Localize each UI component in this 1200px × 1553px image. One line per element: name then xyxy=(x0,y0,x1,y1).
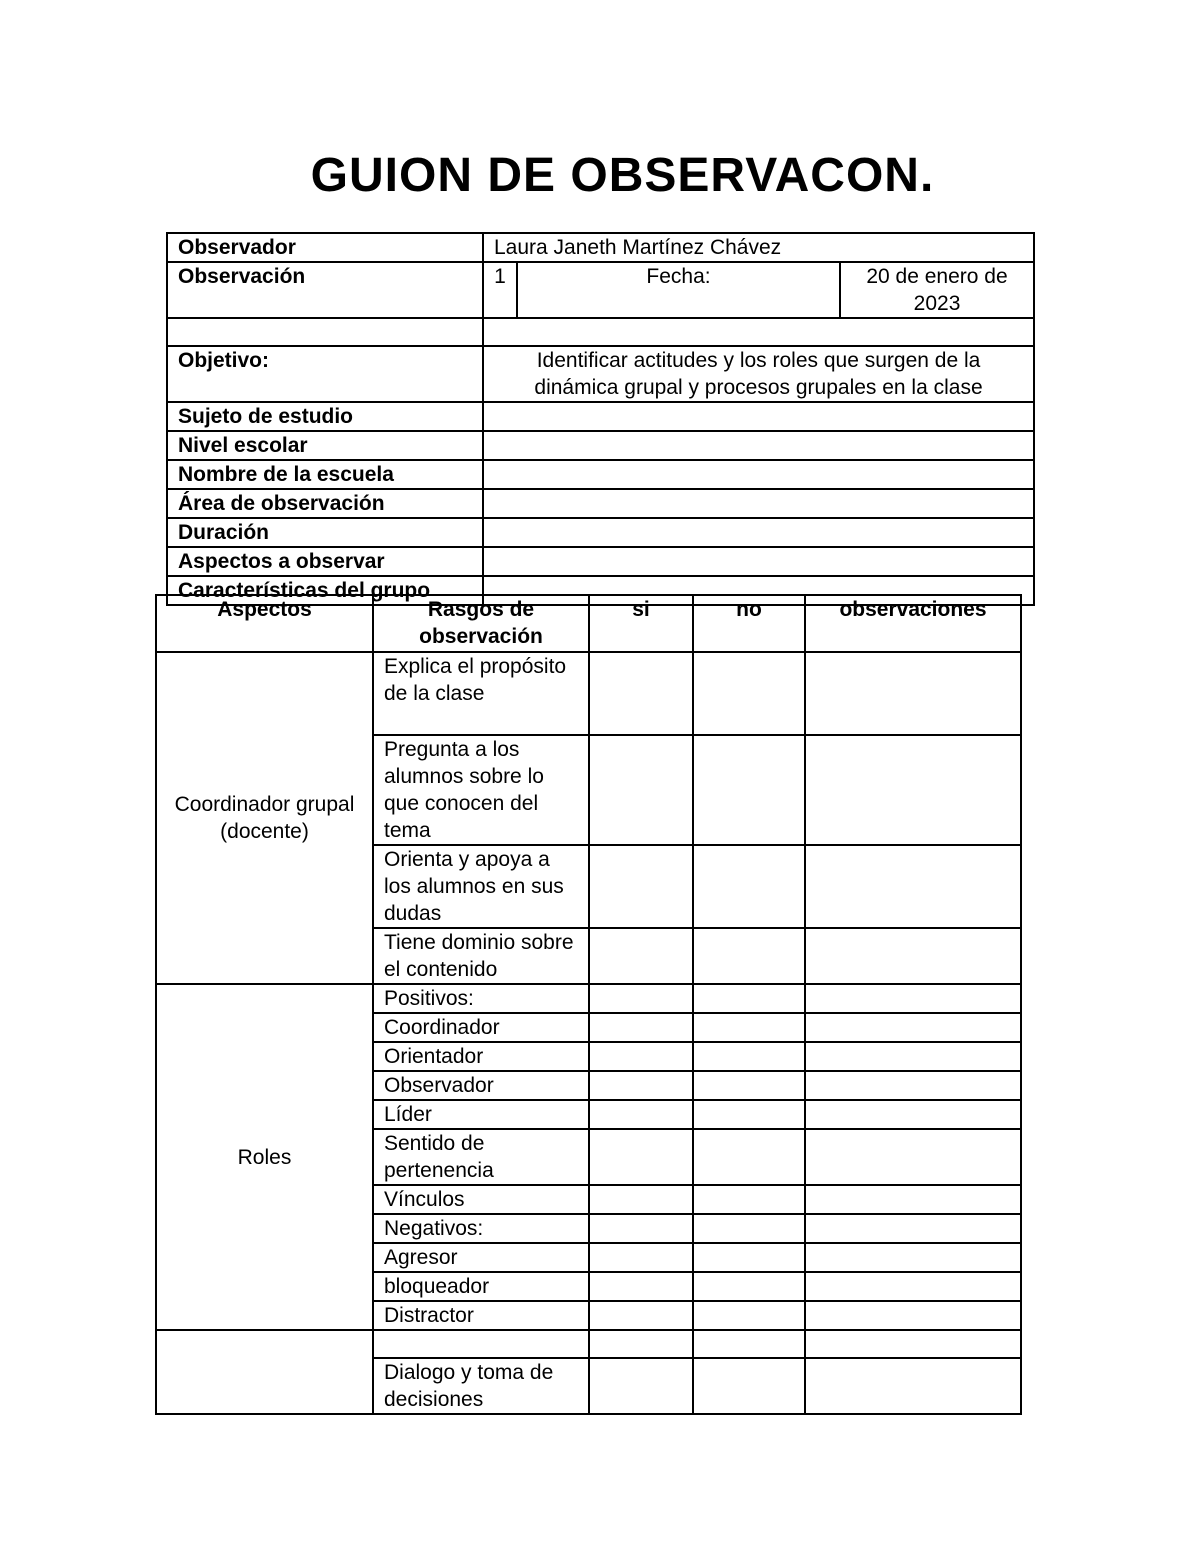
trait-cell: Líder xyxy=(373,1100,589,1129)
observaciones-cell xyxy=(805,1013,1021,1042)
no-cell xyxy=(693,928,805,984)
no-cell xyxy=(693,1071,805,1100)
observaciones-cell xyxy=(805,1129,1021,1185)
observaciones-cell xyxy=(805,735,1021,845)
info-row xyxy=(167,431,1034,460)
aspect-cell: Roles xyxy=(156,984,373,1330)
observaciones-cell xyxy=(805,984,1021,1013)
no-cell xyxy=(693,1100,805,1129)
si-cell xyxy=(589,1071,693,1100)
trait-cell: Dialogo y toma de decisiones xyxy=(373,1358,589,1414)
table-row xyxy=(156,984,1021,1013)
info-row xyxy=(167,518,1034,547)
si-cell xyxy=(589,1013,693,1042)
trait-cell: Observador xyxy=(373,1071,589,1100)
trait-cell: Positivos: xyxy=(373,984,589,1013)
observation-table xyxy=(155,594,1022,1415)
observaciones-cell xyxy=(805,1330,1021,1358)
header-row xyxy=(156,595,1021,652)
si-cell xyxy=(589,1042,693,1071)
aspect-cell: Coordinador grupal (docente) xyxy=(156,652,373,984)
si-cell xyxy=(589,1185,693,1214)
no-cell xyxy=(693,652,805,735)
escuela-label: Nombre de la escuela xyxy=(167,460,483,489)
sujeto-label: Sujeto de estudio xyxy=(167,402,483,431)
fecha-value: 20 de enero de 2023 xyxy=(840,262,1034,318)
observaciones-cell xyxy=(805,652,1021,735)
no-cell xyxy=(693,1301,805,1330)
no-cell xyxy=(693,1129,805,1185)
si-cell xyxy=(589,735,693,845)
trait-cell: Sentido de pertenencia xyxy=(373,1129,589,1185)
no-cell xyxy=(693,845,805,928)
si-cell xyxy=(589,1358,693,1414)
observaciones-cell xyxy=(805,1214,1021,1243)
info-row xyxy=(167,547,1034,576)
observaciones-cell xyxy=(805,1185,1021,1214)
info-row-observacion xyxy=(167,262,1034,318)
si-cell xyxy=(589,1272,693,1301)
trait-cell: Agresor xyxy=(373,1243,589,1272)
objetivo-value: Identificar actitudes y los roles que surgen de la dinámica grupal y procesos grupales en la clase xyxy=(483,346,1034,402)
observacion-label: Observación xyxy=(167,262,483,318)
aspect-cell xyxy=(156,1330,373,1414)
area-label: Área de observación xyxy=(167,489,483,518)
si-cell xyxy=(589,928,693,984)
aspectos-label: Aspectos a observar xyxy=(167,547,483,576)
info-row-objetivo xyxy=(167,346,1034,402)
trait-cell: Orienta y apoya a los alumnos en sus dudas xyxy=(373,845,589,928)
si-cell xyxy=(589,1100,693,1129)
nivel-label: Nivel escolar xyxy=(167,431,483,460)
trait-cell xyxy=(373,1330,589,1358)
no-cell xyxy=(693,1272,805,1301)
empty-cell xyxy=(483,318,1034,346)
observador-label: Observador xyxy=(167,233,483,262)
escuela-value xyxy=(483,460,1034,489)
header-no: no xyxy=(693,595,805,652)
header-si: si xyxy=(589,595,693,652)
page-title: GUION DE OBSERVACON. xyxy=(310,149,935,202)
no-cell xyxy=(693,1330,805,1358)
header-rasgos: Rasgos de observación xyxy=(373,595,589,652)
sujeto-value xyxy=(483,402,1034,431)
duracion-label: Duración xyxy=(167,518,483,547)
duracion-value xyxy=(483,518,1034,547)
no-cell xyxy=(693,1042,805,1071)
no-cell xyxy=(693,1243,805,1272)
si-cell xyxy=(589,1129,693,1185)
observaciones-cell xyxy=(805,1071,1021,1100)
trait-cell: Distractor xyxy=(373,1301,589,1330)
empty-cell xyxy=(167,318,483,346)
header-aspectos: Aspectos xyxy=(156,595,373,652)
observacion-number: 1 xyxy=(483,262,517,318)
no-cell xyxy=(693,1185,805,1214)
header-observaciones: observaciones xyxy=(805,595,1021,652)
objetivo-label: Objetivo: xyxy=(167,346,483,402)
info-row xyxy=(167,460,1034,489)
info-table xyxy=(166,232,1035,606)
no-cell xyxy=(693,1013,805,1042)
trait-cell: Vínculos xyxy=(373,1185,589,1214)
si-cell xyxy=(589,845,693,928)
trait-cell: Tiene dominio sobre el contenido xyxy=(373,928,589,984)
observaciones-cell xyxy=(805,1301,1021,1330)
observaciones-cell xyxy=(805,928,1021,984)
observaciones-cell xyxy=(805,1100,1021,1129)
si-cell xyxy=(589,1214,693,1243)
observaciones-cell xyxy=(805,845,1021,928)
trait-cell: bloqueador xyxy=(373,1272,589,1301)
trait-cell: Coordinador xyxy=(373,1013,589,1042)
caracteristicas-label: Características del grupo xyxy=(167,576,483,605)
nivel-value xyxy=(483,431,1034,460)
info-row xyxy=(167,489,1034,518)
no-cell xyxy=(693,1214,805,1243)
table-row xyxy=(156,652,1021,735)
area-value xyxy=(483,489,1034,518)
observaciones-cell xyxy=(805,1042,1021,1071)
trait-cell: Negativos: xyxy=(373,1214,589,1243)
no-cell xyxy=(693,1358,805,1414)
si-cell xyxy=(589,1301,693,1330)
info-row-empty xyxy=(167,318,1034,346)
trait-cell: Pregunta a los alumnos sobre lo que conocen del tema xyxy=(373,735,589,845)
info-row xyxy=(167,402,1034,431)
si-cell xyxy=(589,1243,693,1272)
trait-cell: Explica el propósito de la clase xyxy=(373,652,589,735)
no-cell xyxy=(693,735,805,845)
table-row xyxy=(156,1330,1021,1358)
fecha-label: Fecha: xyxy=(517,262,840,318)
si-cell xyxy=(589,652,693,735)
si-cell xyxy=(589,1330,693,1358)
observaciones-cell xyxy=(805,1243,1021,1272)
observador-value: Laura Janeth Martínez Chávez xyxy=(483,233,1034,262)
info-row-observador xyxy=(167,233,1034,262)
trait-cell: Orientador xyxy=(373,1042,589,1071)
si-cell xyxy=(589,984,693,1013)
observaciones-cell xyxy=(805,1358,1021,1414)
observaciones-cell xyxy=(805,1272,1021,1301)
aspectos-value xyxy=(483,547,1034,576)
no-cell xyxy=(693,984,805,1013)
